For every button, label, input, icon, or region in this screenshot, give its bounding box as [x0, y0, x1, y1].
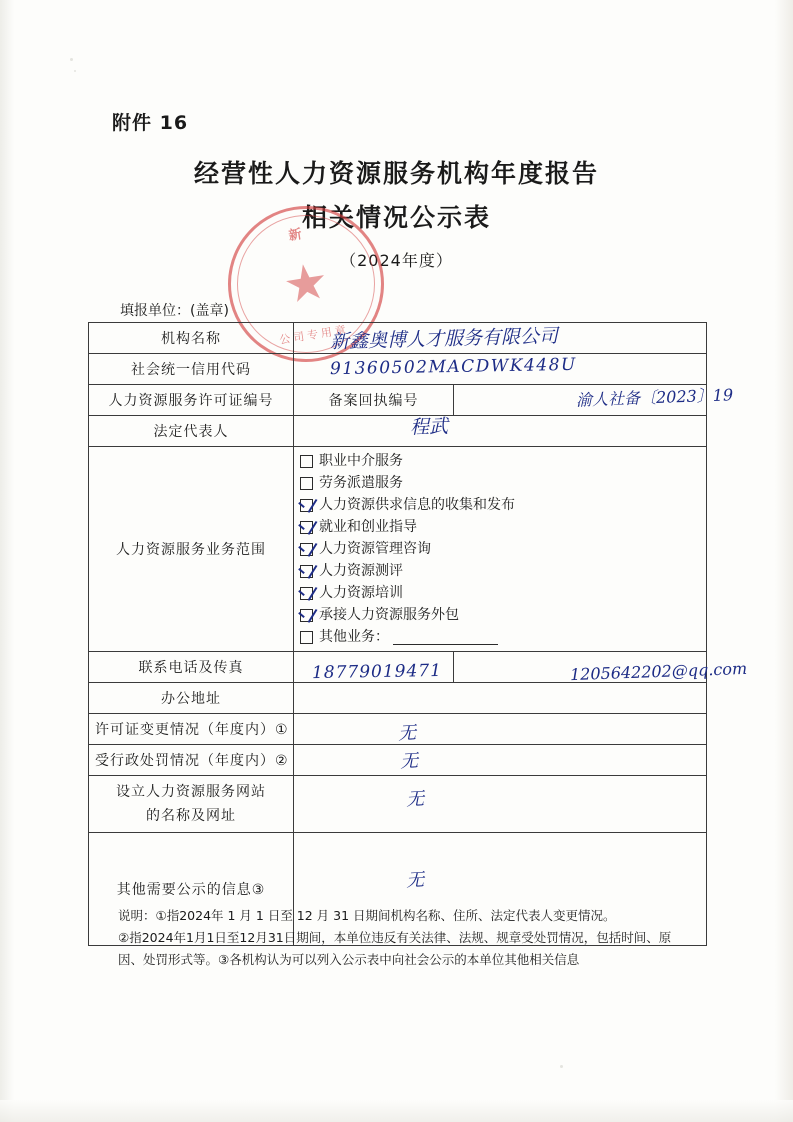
- checkbox-icon[interactable]: [300, 587, 313, 600]
- checkbox-icon[interactable]: [300, 565, 313, 578]
- scope-item-label: 就业和创业指导: [319, 519, 417, 535]
- scope-item[interactable]: [300, 494, 700, 516]
- filler-unit-label: 填报单位：(盖章): [120, 303, 229, 319]
- value-penalty: [294, 745, 707, 776]
- scan-speck: [74, 70, 76, 72]
- table-row-license-no: [89, 385, 707, 416]
- checkbox-icon[interactable]: [300, 477, 313, 490]
- scan-edge-bottom: [0, 1100, 793, 1122]
- scope-item[interactable]: [300, 516, 700, 538]
- table-row-contact: [89, 652, 707, 683]
- seal-top-text: 新: [287, 226, 309, 245]
- scope-checkbox-list: [294, 447, 707, 652]
- scope-item[interactable]: [300, 450, 700, 472]
- label-legal-rep: 法定代表人: [89, 416, 294, 447]
- value-email-cell: [454, 652, 707, 683]
- value-credit-code: [294, 354, 707, 385]
- handwriting-email: 1205642202@qq.com: [569, 658, 748, 685]
- scope-item-label: 承接人力资源服务外包: [319, 607, 459, 623]
- checkbox-icon[interactable]: [300, 521, 313, 534]
- label-scope: 人力资源服务业务范围: [89, 447, 294, 652]
- label-website: 设立人力资源服务网站的名称及网址: [89, 776, 294, 833]
- label-record-no: 备案回执编号: [294, 385, 454, 416]
- scope-item[interactable]: [300, 604, 700, 626]
- annual-report-form: [88, 322, 707, 946]
- scope-item[interactable]: [300, 582, 700, 604]
- scope-item[interactable]: [300, 472, 700, 494]
- scope-item-label: 人力资源测评: [319, 563, 403, 579]
- scope-item-label: 人力资源培训: [319, 585, 403, 601]
- table-row-license-change: [89, 714, 707, 745]
- scope-item[interactable]: [300, 538, 700, 560]
- value-office-address: [294, 683, 707, 714]
- document-title-line-2: 相关情况公示表: [301, 203, 491, 232]
- handwriting-penalty: 无: [399, 750, 419, 773]
- title-block: [0, 152, 793, 271]
- footnotes: [118, 905, 688, 971]
- seal-bottom-text: 公司专用章: [278, 322, 350, 347]
- scope-item-label: 其他业务：: [319, 629, 389, 645]
- handwriting-org-name: 新鑫奥博人才服务有限公司: [329, 325, 559, 353]
- scope-item-label: 人力资源管理咨询: [319, 541, 431, 557]
- value-record-no: [454, 385, 707, 416]
- scan-speck: [70, 58, 73, 61]
- checkbox-icon[interactable]: [300, 455, 313, 468]
- label-license-no: 人力资源服务许可证编号: [89, 385, 294, 416]
- value-website: [294, 776, 707, 833]
- checkbox-icon[interactable]: [300, 609, 313, 622]
- table-row-scope: [89, 447, 707, 652]
- scope-item-label: 人力资源供求信息的收集和发布: [319, 497, 515, 513]
- table-row-legal-rep: [89, 416, 707, 447]
- scope-item[interactable]: [300, 560, 700, 582]
- handwriting-other-info: 无: [405, 869, 425, 892]
- table-row-penalty: [89, 745, 707, 776]
- handwriting-record-no: 渝人社备〔2023〕19: [575, 385, 734, 410]
- label-license-change: 许可证变更情况（年度内）①: [89, 714, 294, 745]
- label-credit-code: 社会统一信用代码: [89, 354, 294, 385]
- handwriting-credit-code: 91360502MACDWK448U: [329, 354, 577, 380]
- document-year: （2024年度）: [340, 251, 453, 270]
- value-license-change: [294, 714, 707, 745]
- scope-item[interactable]: [300, 626, 700, 648]
- value-org-name: [294, 323, 707, 354]
- document-title-line-1: 经营性人力资源服务机构年度报告: [193, 159, 599, 188]
- checkbox-icon[interactable]: [300, 499, 313, 512]
- label-other-info: 其他需要公示的信息③: [89, 833, 294, 946]
- scope-item-label: 职业中介服务: [319, 453, 403, 469]
- checkbox-icon[interactable]: [300, 543, 313, 556]
- table-row-office-address: [89, 683, 707, 714]
- other-business-blank[interactable]: [393, 630, 498, 645]
- checkbox-icon[interactable]: [300, 631, 313, 644]
- scan-speck: [560, 1065, 563, 1068]
- value-contact: [294, 652, 454, 683]
- label-office-address: 办公地址: [89, 683, 294, 714]
- handwriting-website: 无: [405, 788, 425, 811]
- label-contact: 联系电话及传真: [89, 652, 294, 683]
- table-row-credit-code: [89, 354, 707, 385]
- label-penalty: 受行政处罚情况（年度内）②: [89, 745, 294, 776]
- handwriting-license-change: 无: [397, 722, 417, 745]
- attachment-number: 附件 16: [112, 112, 189, 134]
- footnote-line-2: ②指2024年1月1日至12月31日期间，本单位违反有关法律、法规、规章受处罚情况，包括时间、原: [118, 930, 672, 945]
- value-legal-rep: [294, 416, 707, 447]
- label-org-name: 机构名称: [89, 323, 294, 354]
- table-row-org-name: [89, 323, 707, 354]
- footnote-line-1: 说明：①指2024年 1 月 1 日至 12 月 31 日期间机构名称、住所、法定代表人变更情况。: [118, 908, 616, 923]
- handwriting-contact: 18779019471: [311, 660, 443, 684]
- handwriting-legal-rep: 程武: [409, 415, 449, 439]
- footnote-line-3: 因、处罚形式等。③各机构认为可以列入公示表中向社会公示的本单位其他相关信息: [118, 952, 580, 967]
- table-row-website: [89, 776, 707, 833]
- scope-item-label: 劳务派遣服务: [319, 475, 403, 491]
